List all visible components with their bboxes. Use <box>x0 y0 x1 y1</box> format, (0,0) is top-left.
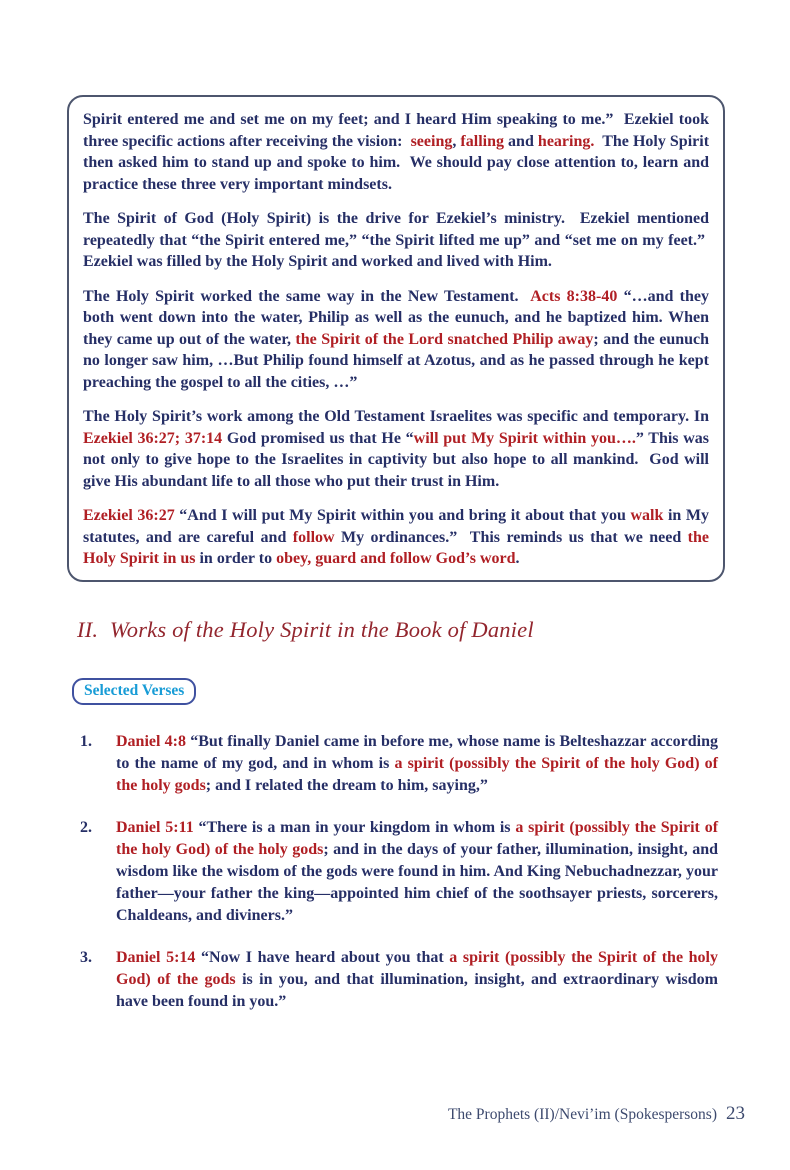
verse-item <box>80 817 718 926</box>
text-segment: Daniel 4:8 <box>116 733 186 750</box>
text-segment: and <box>503 132 538 150</box>
text-segment: , <box>452 132 461 150</box>
text-segment: the Spirit of the Lord snatched Philip away <box>295 330 594 348</box>
verse-list <box>80 731 718 1034</box>
verse-number: 2. <box>80 819 92 837</box>
page-number: 23 <box>726 1103 745 1124</box>
text-segment: ” This was not only to give hope to the Israelites in captivity but also hope to all mankind. God will give His abundant life to all those who put their trust in Him. <box>83 429 710 490</box>
text-segment: The Holy Spirit’s work among the Old Testament Israelites was specific and temporary. In <box>83 408 709 425</box>
verse-text <box>116 731 718 796</box>
text-segment: seeing <box>410 132 453 150</box>
quote-box <box>67 95 725 582</box>
text-segment: Ezekiel 36:27 <box>83 507 175 524</box>
section-heading: II. Works of the Holy Spirit in the Book of Daniel <box>77 617 534 642</box>
text-segment: will put My Spirit within you…. <box>413 429 636 447</box>
text-segment: ; and I related the dream to him, saying,” <box>205 776 488 794</box>
verse-item <box>80 731 718 796</box>
text-segment: Ezekiel 36:27; 37:14 <box>83 429 223 447</box>
verse-number: 3. <box>80 949 92 967</box>
text-segment: Spirit entered me and set me on my feet; and I heard Him speaking to me.” Ezekiel took three specific actions after receiving the vision: <box>83 111 709 150</box>
text-segment: a spirit (possibly the Spirit of the holy God) of the holy gods <box>116 819 719 859</box>
verse-text <box>116 947 718 1012</box>
text-segment: “There is a man in your kingdom in whom is <box>193 819 516 837</box>
text-segment: a spirit (possibly the Spirit of the holy God) of the gods <box>116 949 719 989</box>
text-segment: “But finally Daniel came in before me, whose name is Belteshazzar according to the name of my god, and in whom is <box>116 733 718 772</box>
text-segment: The Holy Spirit then asked him to stand up and spoke to him. We should pay close attention to, learn and practice these three very important mindsets. <box>83 132 710 193</box>
text-segment: a spirit (possibly the Spirit of the holy God) of the holy gods <box>116 754 718 794</box>
quote-paragraph <box>83 406 709 492</box>
page-footer <box>448 1103 745 1125</box>
text-segment: ; and the eunuch no longer saw him, …But Philip found himself at Azotus, and as he passed through he kept preaching the gospel to all the cities, …” <box>83 330 710 391</box>
text-segment: falling <box>460 132 504 150</box>
text-segment: “…and they both went down into the water, Philip as well as the eunuch, and he baptized him. When they came up out of the water, <box>83 287 710 348</box>
verse-item <box>80 947 718 1012</box>
footer-title: The Prophets (II)/Nevi’im (Spokespersons) <box>447 1106 717 1123</box>
text-segment: follow <box>292 528 335 546</box>
text-segment: obey, guard and follow God’s word <box>276 550 516 567</box>
quote-paragraph <box>83 109 709 195</box>
quote-paragraph <box>83 208 709 273</box>
text-segment: walk <box>630 507 664 524</box>
text-segment: Acts 8:38-40 <box>530 287 618 305</box>
text-segment: My ordinances.” This reminds us that we need <box>334 528 688 546</box>
selected-verses-badge: Selected Verses <box>72 678 196 705</box>
verse-number: 1. <box>80 733 92 750</box>
text-segment: . <box>515 550 520 567</box>
text-segment: Daniel 5:14 <box>116 949 196 967</box>
text-segment: “Now I have heard about you that <box>195 949 450 967</box>
text-segment: the Holy Spirit in us <box>83 528 709 567</box>
text-segment: is in you, and that illumination, insight, and extraordinary wisdom have been found in you.” <box>116 971 719 1010</box>
text-segment: ; and in the days of your father, illumination, insight, and wisdom like the wisdom of the gods were found in him. And King Nebuchadnezzar, your father—your father the king—appointed him chief of the soothsayer priests, sorcerers, Chaldeans, and diviners.” <box>116 841 718 924</box>
text-segment: “And I will put My Spirit within you and bring it about that you <box>174 507 631 524</box>
text-segment: in order to <box>195 550 277 567</box>
text-segment: God promised us that He “ <box>222 429 414 447</box>
text-segment: The Spirit of God (Holy Spirit) is the drive for Ezekiel’s ministry. Ezekiel mentioned repeatedly that “the Spirit entered me,” “the Spirit lifted me up” and “set me on my feet.” Ezekiel was filled by the Holy Spirit and worked and lived with Him. <box>83 210 709 270</box>
quote-paragraph <box>83 286 709 394</box>
text-segment: The Holy Spirit worked the same way in the New Testament. <box>83 287 531 305</box>
text-segment: Daniel 5:11 <box>116 819 194 837</box>
text-segment: hearing. <box>537 132 595 150</box>
quote-paragraph <box>83 505 709 570</box>
text-segment: in My statutes, and are careful and <box>83 507 710 546</box>
verse-text <box>116 817 718 926</box>
